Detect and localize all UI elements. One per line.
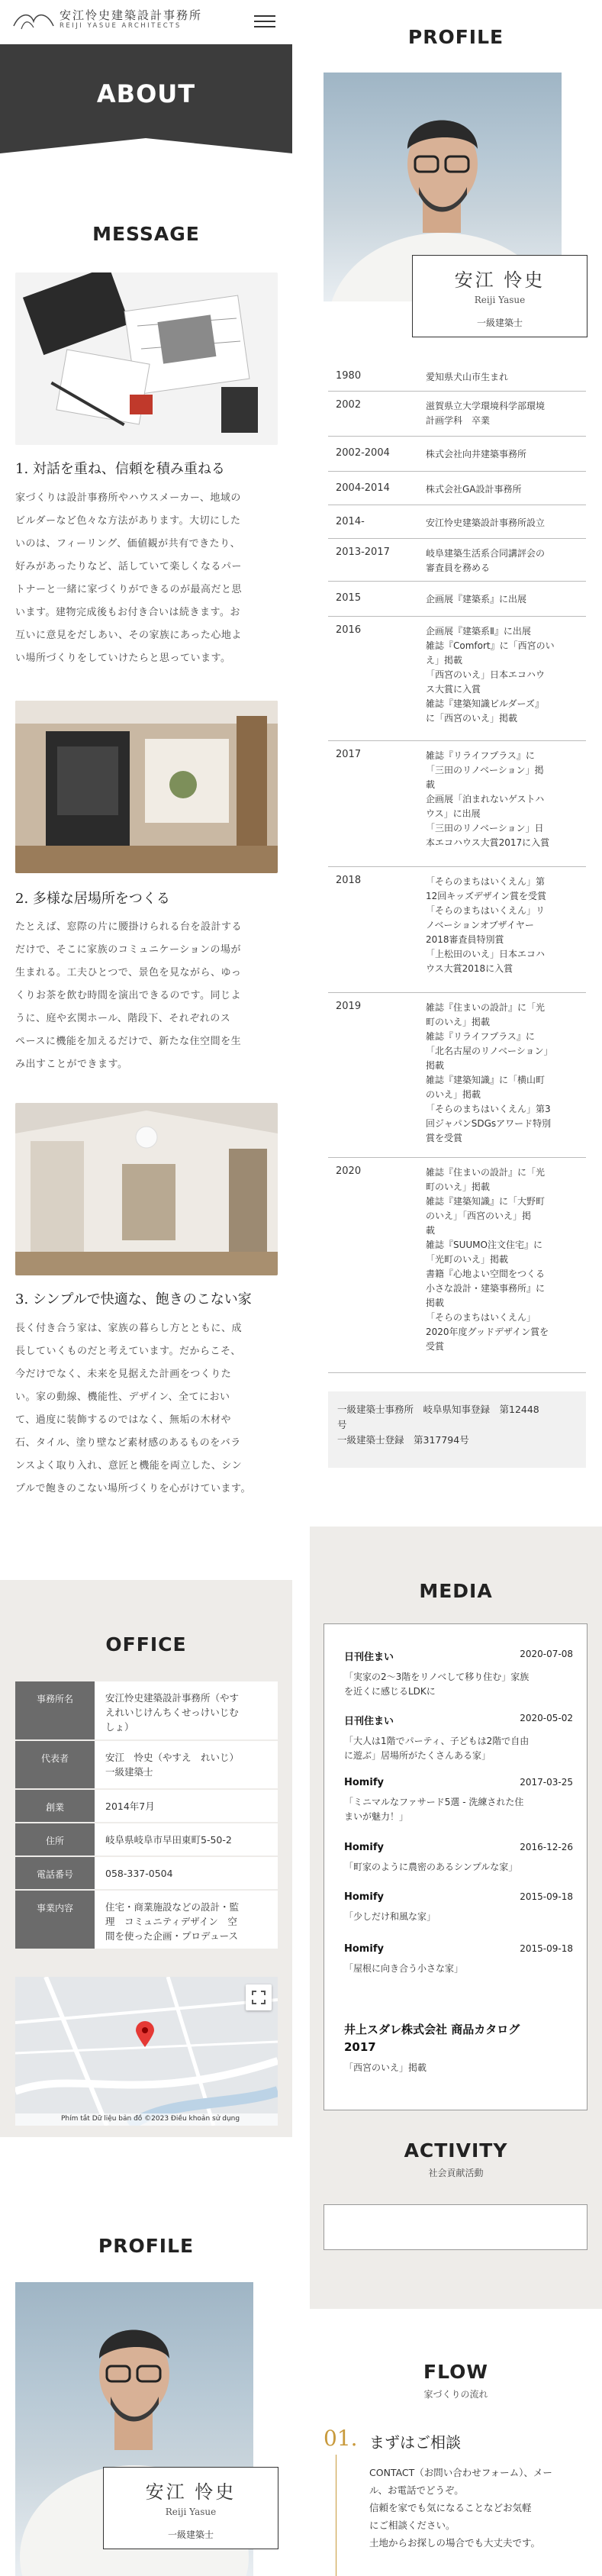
timeline-row: 2018 「そらのまちはいくえん」第 12回キッズデザイン賞を受賞 「そらのまちはいくえん」リ ノベーションオブザイヤー 2018審査員特別賞 「上松田のいえ」日本エコハ ウス大賞2018に入賞 [328, 867, 586, 993]
office-value: 岐阜県岐阜市早田東町5-50-2 [95, 1823, 278, 1855]
media-catalog[interactable]: 井上スダレ株式会社 商品カタログ 2017 「西宮のいえ」掲載 [344, 2023, 520, 2073]
timeline-row: 1980 愛知県犬山市生まれ [328, 363, 586, 392]
timeline-row: 2014- 安江怜史建築設計事務所設立 [328, 505, 586, 539]
media-item[interactable]: 日刊住まい 2020-05-02 「大人は1階でパーティ、子どもは2階で自由 に遊ぶ」居場所がたくさんある家」 [344, 1713, 573, 1761]
office-key: 電話番号 [15, 1857, 95, 1889]
office-key: 事業内容 [15, 1891, 95, 1949]
about-title: ABOUT [96, 79, 196, 108]
registration-info: 一級建築士事務所 岐阜県知事登録 第12448 号 一級建築士登録 第317794号 [328, 1391, 586, 1468]
message-text-1: 家づくりは設計事務所やハウスメーカー、地域の ビルダーなど色々な方法があります。大切にした いのは、フィーリング、価値観が共有できたり、 好みがあったりなど、話していて楽しくなるパー トナーと一緒に家づくりができるのが最高だと思 います。建物完成後もお付き合いは続きます。お 互いに意見をだしあい、その家族にあった心地よ い場所づくりをしていけたらと思っています。 [15, 492, 243, 664]
message-heading-1: 1. 対話を重ね、信頼を積み重ねる [15, 461, 225, 477]
profile-name-2: 安江 怜史 [145, 2481, 237, 2503]
message-heading-2: 2. 多様な居場所をつくる [15, 891, 170, 907]
office-value[interactable]: 058-337-0504 [95, 1857, 278, 1889]
logo-subtext: REIJI YASUE ARCHITECTS [60, 22, 182, 30]
map-pin-icon[interactable] [136, 2021, 154, 2047]
profile-title: PROFILE [407, 26, 504, 48]
profile-qualification: 一級建築士 [476, 318, 523, 328]
timeline-row: 2019 雑誌『住まいの設計』に「光 町のいえ」掲載 雑誌『リライフプラス』に 「北名古屋のリノベーション」 掲載 雑誌『建築知識』に「横山町 のいえ」掲載 「そらのまちはいくえん」第3 回ジャパンSDGsアワード特別 賞を受賞 [328, 993, 586, 1158]
media-item[interactable]: 日刊住まい 2020-07-08 「実家の2〜3階をリノベして移り住む」家族 を近くに感じるLDKに [344, 1649, 573, 1697]
media-list [324, 1623, 588, 2110]
message-text-3: 長く付き合う家は、家族の暮らし方とともに、成 長していくものだと考えています。だからこそ、 今だけでなく、未来を見据えた計画をつくりた い。家の動線、機能性、デザイン、全てにおい て、過度に装飾するのではなく、無垢の木材や 石、タイル、塗り壁など素材感のあるものをバラ ンスよく取り入れ、意匠と機能を両立した、シン プルで飽きのこない場所づくりを心がけています。 [15, 1323, 251, 1494]
flow-step-number: 01. [324, 2426, 358, 2451]
office-value: 安江怜史建築設計事務所（やす えれいじけんちくせっけいじむ しょ） [95, 1681, 278, 1739]
activity-subtitle: 社会貢献活動 [428, 2168, 484, 2178]
office-map[interactable] [15, 1977, 278, 2126]
profile-namecard-2 [103, 2467, 278, 2549]
flow-step-title: まずはご相談 [369, 2433, 461, 2452]
timeline-row: 2013-2017 岐阜建築生活系合同講評会の 審査員を務める [328, 539, 586, 582]
activity-box [324, 2204, 588, 2250]
profile-name-en: Reiji Yasue [474, 295, 526, 305]
profile-name: 安江 怜史 [454, 269, 546, 291]
media-item[interactable]: Homify 2017-03-25 「ミニマルなファサード5選 - 洗練された住 まいが魅力！」 [344, 1777, 573, 1822]
profile-qualification-2: 一級建築士 [167, 2529, 214, 2540]
timeline-row: 2016 企画展『建築系Ⅱ』に出展 雑誌『Comfort』に「西宮のい え」掲載 「西宮のいえ」日本エコハウ ス大賞に入賞 雑誌『建築知識ビルダーズ』 に「西宮のいえ」掲載 [328, 617, 586, 741]
menu-icon[interactable] [254, 15, 275, 29]
timeline-row: 2017 雑誌『リライフプラス』に 「三田のリノベーション」掲 載 企画展「泊まれないゲストハ ウス」に出展 「三田のリノベーション」日 本エコハウス大賞2017に入賞 [328, 741, 586, 867]
timeline-row: 2015 企画展『建築系』に出展 [328, 582, 586, 617]
flow-title: FLOW [423, 2361, 488, 2383]
office-value: 住宅・商業施設などの設計・監 理 コミュニティデザイン 空 間を使った企画・プロデュース [95, 1891, 278, 1949]
media-item[interactable]: Homify 2015-09-18 「屋根に向き合う小さな家」 [344, 1943, 573, 1974]
timeline-row: 2004-2014 株式会社GA設計事務所 [328, 472, 586, 505]
logo-text[interactable]: 安江怜史建築設計事務所 [60, 8, 203, 22]
office-key: 事務所名 [15, 1681, 95, 1739]
media-title: MEDIA [419, 1580, 493, 1602]
office-key: 創業 [15, 1790, 95, 1822]
activity-title: ACTIVITY [404, 2139, 508, 2162]
office-value: 2014年7月 [95, 1790, 278, 1822]
fullscreen-icon[interactable] [246, 1984, 272, 2010]
interior-photo-2 [15, 1103, 278, 1275]
message-title: MESSAGE [92, 223, 200, 245]
logo-mark[interactable] [11, 9, 56, 32]
desk-photo [15, 272, 278, 445]
flow-subtitle: 家づくりの流れ [423, 2389, 488, 2400]
office-value: 安江 怜史（やすえ れいじ） 一級建築士 [95, 1741, 278, 1788]
profile-namecard [412, 255, 588, 337]
message-text-2: たとえば、窓際の片に腰掛けられる台を設計する だけで、そこに家族のコミュニケーションの場が 生まれる。工夫ひとつで、景色を見ながら、ゆっ くりお茶を飲む時間を演出できるのです。同じよ うに、庭や玄関ホール、階段下、それぞれのス ペースに機能を加えるだけで、新たな住空間を生 み出すことができます。 [15, 921, 243, 1070]
office-key: 代表者 [15, 1741, 95, 1788]
profile-title-2: PROFILE [98, 2235, 195, 2257]
message-heading-3: 3. シンプルで快適な、飽きのこない家 [15, 1291, 252, 1307]
timeline-row: 2020 雑誌『住まいの設計』に「光 町のいえ」掲載 雑誌『建築知識』に「大野町 のいえ」「西宮のいえ」掲 載 雑誌『SUUMO注文住宅』に 「光町のいえ」掲載 書籍『心地よい空間をつくる 小さな設計・建築事務所』に 掲載 「そらのまちはいくえん」 2020年度グッドデザイン賞を 受賞 [328, 1158, 586, 1373]
office-title: OFFICE [105, 1633, 187, 1656]
map-attribution: Phím tắt Dữ liệu bản đồ ©2023 Điều khoản sử dụng [15, 2113, 278, 2126]
timeline-row: 2002 滋賀県立大学環境科学部環境 計画学科 卒業 [328, 392, 586, 437]
office-key: 住所 [15, 1823, 95, 1855]
timeline-row: 2002-2004 株式会社向井建築事務所 [328, 437, 586, 472]
media-item[interactable]: Homify 2016-12-26 「町家のように農密のあるシンプルな家」 [344, 1842, 573, 1872]
media-item[interactable]: Homify 2015-09-18 「少しだけ和風な家」 [344, 1891, 573, 1922]
flow-step-text: CONTACT（お問い合わせフォーム）、メー ル、お電話でどうぞ。 信頼を家でも気になることなどお気軽 にご相談ください。 土地からお探しの場合でも大丈夫です。 [369, 2467, 552, 2549]
profile-name-en-2: Reiji Yasue [165, 2507, 217, 2517]
interior-photo-1 [15, 701, 278, 873]
